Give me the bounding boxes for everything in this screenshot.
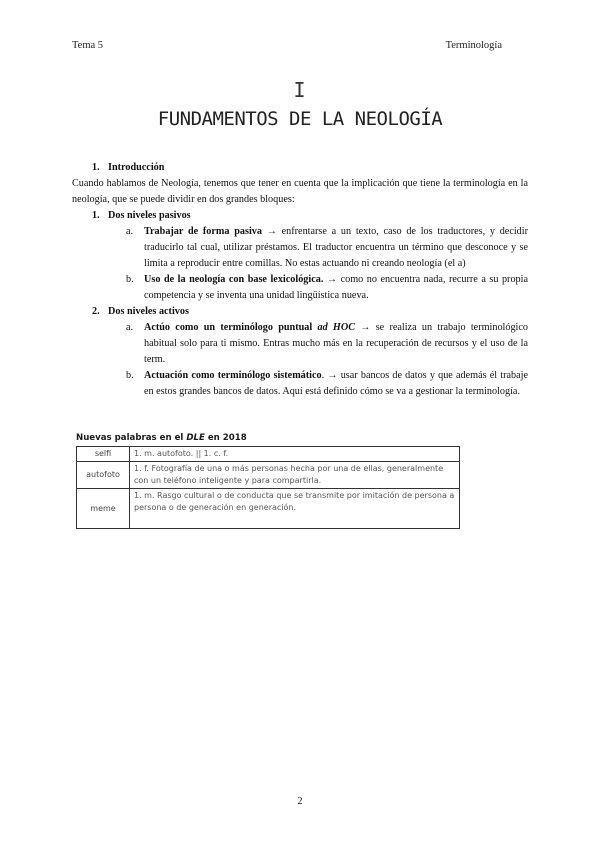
item-bold: Uso de la neología con base lexicológica. xyxy=(144,274,324,285)
definition-cell: 1. m. autofoto. || 1. c. f. xyxy=(130,447,460,462)
item-label: b. xyxy=(126,370,134,381)
passive-item-a xyxy=(126,224,528,272)
term-cell: meme xyxy=(77,489,130,529)
chapter-number: I xyxy=(293,78,307,102)
page-number: 2 xyxy=(297,796,303,807)
item-bold: Trabajar de forma pasiva xyxy=(144,226,262,237)
item-text: → se realiza un trabajo terminológico habitual solo para ti mismo. Entras mucho más en la recuperación de recursos y el uso de la term. xyxy=(144,322,528,365)
table-row xyxy=(77,462,460,489)
active-number: 2. xyxy=(92,306,100,317)
item-label: a. xyxy=(126,322,134,333)
item-label: b. xyxy=(126,274,134,285)
table-row xyxy=(77,489,460,529)
active-item-b xyxy=(126,368,528,400)
passive-title: Dos niveles pasivos xyxy=(108,210,191,221)
item-text: → enfrentarse a un texto, caso de los traductores, y decidir traducirlo tal cual, utilizar préstamos. El traductor encuentra un término que desconoce y se limita a reproducir entre comillas. No estas actuando ni creando neología (el a) xyxy=(144,226,528,269)
table-row xyxy=(77,447,460,462)
body-content xyxy=(72,160,528,400)
term-cell: autofoto xyxy=(77,462,130,489)
intro-paragraph: Cuando hablamos de Neología, tenemos que tener en cuenta que la implicación que tiene la terminología en la neología, que se puede dividir en dos grandes bloques: xyxy=(72,178,528,205)
item-text: . → usar bancos de datos y que además él trabaje en estos grandes bancos de datos. Aquí está definido cómo se va a gestionar la terminología. xyxy=(144,370,528,397)
active-heading xyxy=(92,304,528,320)
definition-cell: 1. f. Fotografía de una o más personas hecha por una de ellas, generalmente con un teléfono inteligente y para compartirla. xyxy=(130,462,460,489)
caption-text: Nuevas palabras en el xyxy=(76,433,187,443)
chapter-title: FUNDAMENTOS DE LA NEOLOGÍA xyxy=(157,108,443,130)
item-text: → como no encuentra nada, recurre a su propia competencia y se inventa una unidad lingüística nueva. xyxy=(144,274,528,301)
term-cell: selfi xyxy=(77,447,130,462)
header-left: Tema 5 xyxy=(72,40,104,51)
item-bold: Actúo como un terminólogo puntual xyxy=(144,322,318,333)
active-title: Dos niveles activos xyxy=(108,306,189,317)
definition-cell: 1. m. Rasgo cultural o de conducta que se transmite por imitación de persona a persona o de generación en generación. xyxy=(130,489,460,529)
caption-em: DLE xyxy=(186,433,205,443)
passive-item-b xyxy=(126,272,528,304)
active-item-a xyxy=(126,320,528,368)
new-words-table xyxy=(76,446,460,529)
section-title: Introducción xyxy=(108,162,165,173)
passive-heading xyxy=(92,208,528,224)
item-label: a. xyxy=(126,226,134,237)
passive-number: 1. xyxy=(92,210,100,221)
item-bold: Actuación como terminólogo sistemático xyxy=(144,370,322,381)
section-number: 1. xyxy=(92,162,100,173)
header-right: Terminología xyxy=(445,40,502,51)
caption-text: en 2018 xyxy=(204,433,247,443)
section-heading xyxy=(92,160,528,176)
item-italic: ad HOC xyxy=(317,322,355,333)
table-caption xyxy=(76,433,247,443)
